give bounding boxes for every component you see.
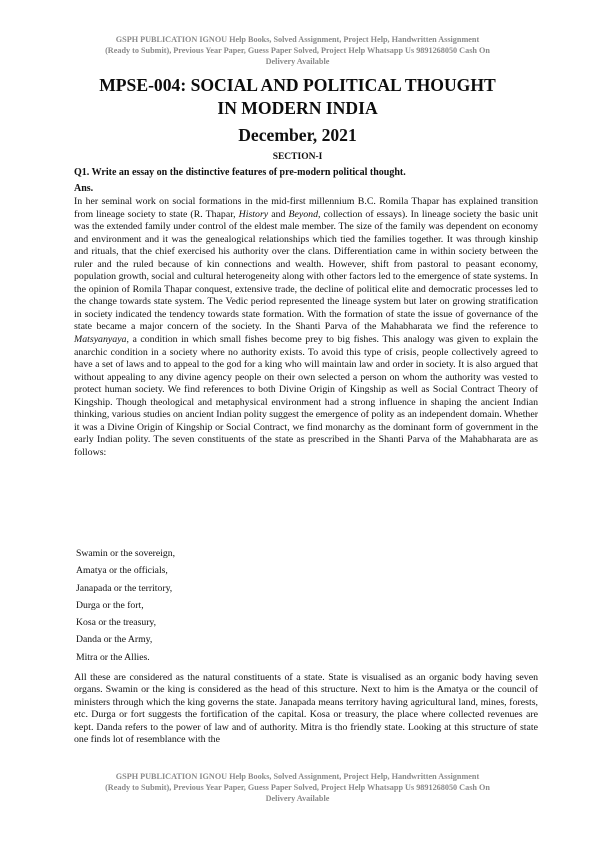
footer-line-2: (Ready to Submit), Previous Year Paper, Guess Paper Solved, Project Help Whatsapp Us 9891268050 Cash On [105, 783, 490, 792]
page-header [60, 34, 535, 67]
header-line-2: (Ready to Submit), Previous Year Paper, Guess Paper Solved, Project Help Whatsapp Us 9891268050 Cash On [105, 46, 490, 55]
header-line-1: GSPH PUBLICATION IGNOU Help Books, Solved Assignment, Project Help, Handwritten Assignment [115, 35, 480, 44]
para1-part1: In her seminal work on social formations in the mid-first millennium B.C. Romila Thapar has explained transition from lineage society to state (R. Thapar, [74, 196, 538, 220]
para1-italic-history: History [238, 208, 269, 220]
question-text: Q1. Write an essay on the distinctive features of pre-modern political thought. [74, 167, 406, 178]
list-item: Kosa or the treasury, [76, 617, 157, 629]
list-item: Swamin or the sovereign, [76, 548, 176, 559]
list-item: Janapada or the territory, [76, 582, 173, 594]
para1-part4: , a condition in which small fishes become prey to big fishes. This analogy was given to explain the anarchic condition in a society where no authority exists. To avoid this type of crisis, people collectively agreed to have a set of laws and to appeal to the god for a king who will maintain law and order in society. It is also argued that without appealing to any divine agency people on their own selected a person on whom the authority was vested to protect human society. We find references to both Divine Origin of Kingship as well as Social Contract Theory of Kingship. Though theological and metaphysical environment had a strong influence in shaping the ancient Indian thinking, various studies on ancient Indian polity suggest the emergence of polity as an independent domain. Whether it was a Divine Origin of Kingship or Social Contract, we find monarchy as the dominant form of government in the early Indian polity. The seven constituents of the state as prescribed in the Shanti Parva of the Mahabharata are as follows: [74, 334, 538, 458]
document-title [40, 74, 555, 120]
para1-italic-matsyanyaya: Matsyanyaya [74, 334, 127, 346]
answer-label: Ans. [74, 183, 94, 194]
list-item: Mitra or the Allies. [76, 651, 150, 663]
constituents-list [76, 545, 376, 666]
exam-date: December, 2021 [238, 125, 357, 145]
footer-line-3: Delivery Available [265, 794, 330, 803]
para1-part2: and [268, 208, 289, 220]
title-line-1: MPSE-004: SOCIAL AND POLITICAL THOUGHT [99, 75, 496, 95]
page-footer [60, 771, 535, 804]
title-line-2: IN MODERN INDIA [217, 98, 378, 118]
answer-paragraph-2: All these are considered as the natural constituents of a state. State is visualised as an organic body having seven organs. Swamin or the king is considered as the head of this structure. Next to him is the Amatya or the council of ministers through which the king governs the state. Janapada means territory having agricultural land, mines, forests, etc. Durga or fort suggests the fortification of the capital. Kosa or treasury, the place where collected revenues are kept. Danda refers to the power of law and of authority. Mitra is tho friendly state. Looking at this structure of state one finds lot of resemblance with the [74, 672, 538, 746]
para1-part3: collection of essays). In lineage society the basic unit was the extended family under control of the eldest male member. The size of the family was dependent on economy and environment and it was the genealogical relationships which tied the families together. It was through kinship and rituals, that the chief exercised his authority over the clans. Differentiation came in within society between the ruler and the ruled because of kin connections and wealth. However, shift from pastoral to peasant economy, population growth, social and cultural heterogeneity along with other factors led to the emergence of state systems. In the opinion of Romila Thapar conquest, extensive trade, the decline of political elite and democratic processes led to the change towards state system. The Vedic period represented the lineage system but later on growing stratification in society indicated the tendency towards state formation. With the formation of state the issue of governance of the state became a major concern of the society. In the Shanti Parva of the Mahabharata we find the reference to [74, 208, 538, 333]
list-item: Danda or the Army, [76, 634, 153, 646]
footer-line-1: GSPH PUBLICATION IGNOU Help Books, Solved Assignment, Project Help, Handwritten Assignment [115, 772, 480, 781]
list-item: Durga or the fort, [76, 599, 144, 611]
section-label: SECTION-I [272, 152, 323, 162]
para1-italic-beyond: Beyond, [288, 208, 321, 220]
list-item: Amatya or the officials, [76, 565, 168, 577]
answer-paragraph-1 [74, 196, 538, 459]
header-line-3: Delivery Available [265, 57, 330, 66]
